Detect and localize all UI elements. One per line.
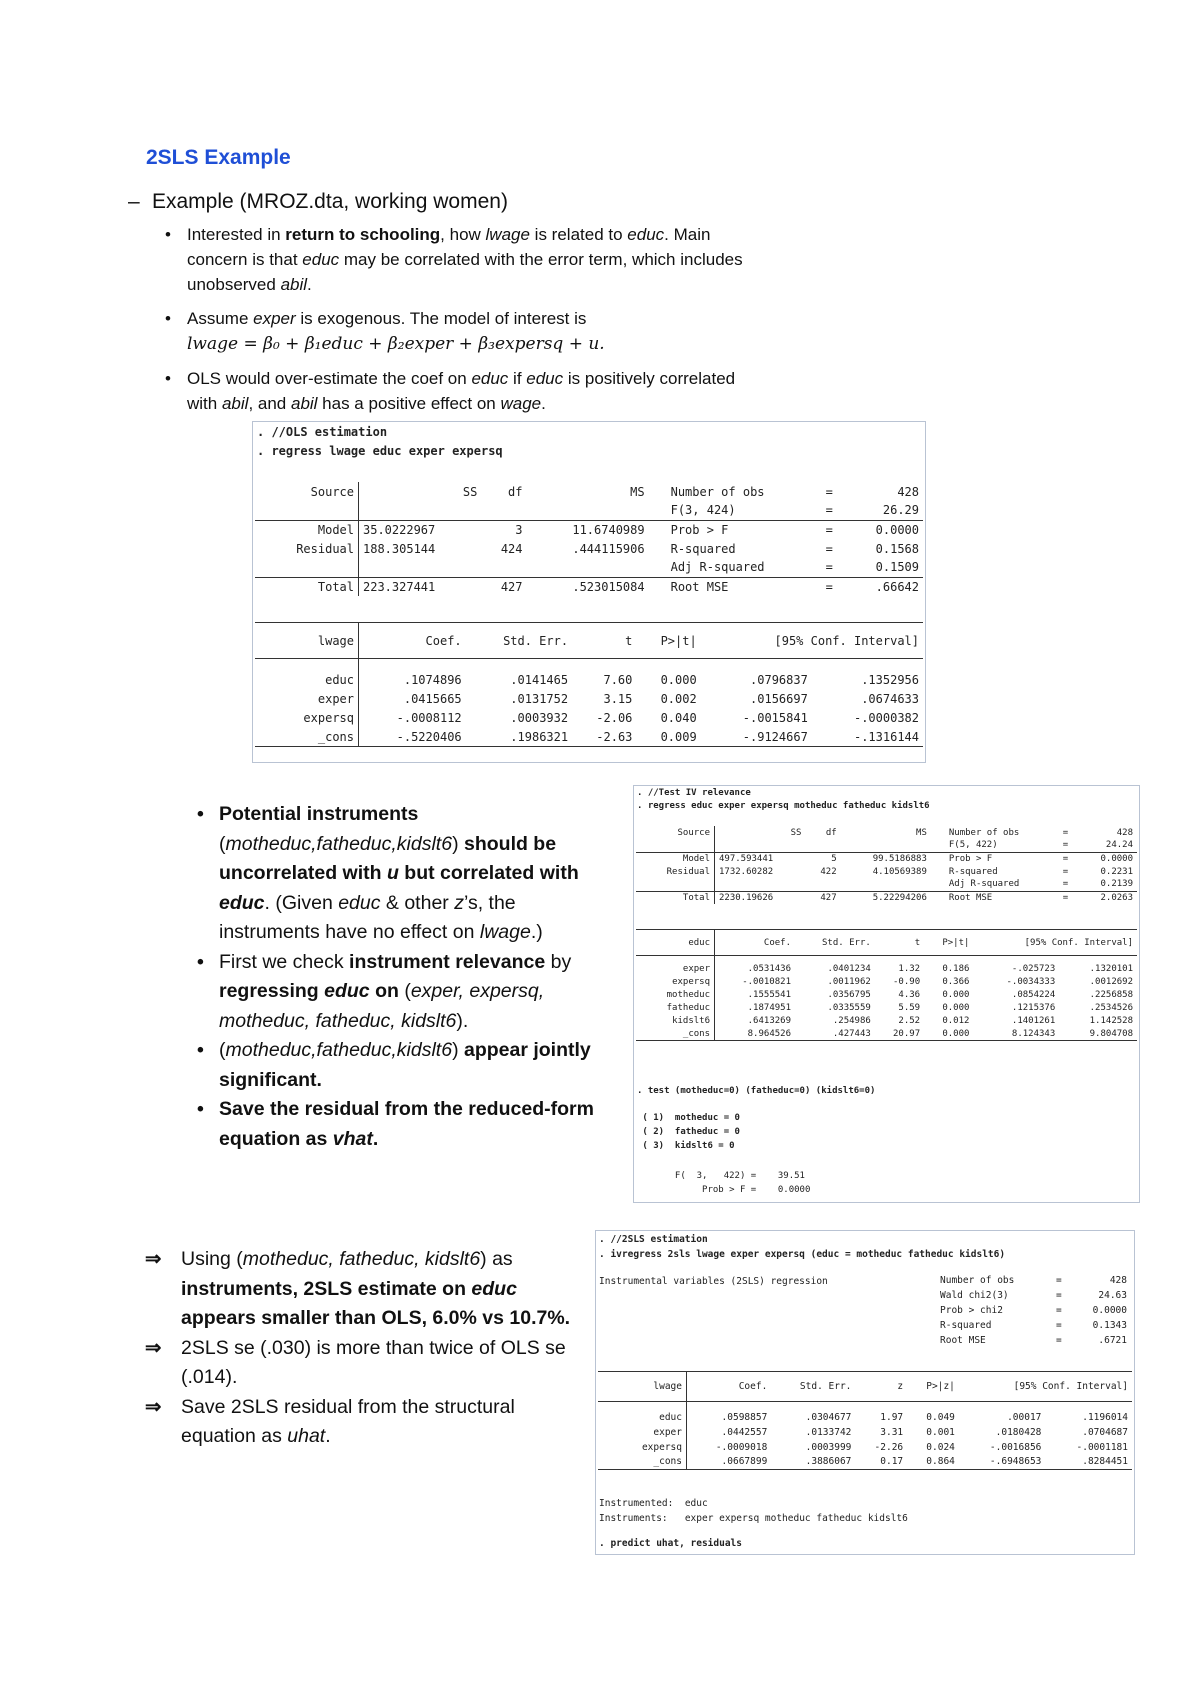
conclusion-list — [145, 1245, 585, 1452]
tsls-cmd-comment: . //2SLS estimation — [599, 1234, 708, 1245]
intro-bullet-1: • Interested in return to schooling, how lwage is related to educ. Main concern is that educ may be correlated with the error term, which includes unobserved abil. — [165, 222, 765, 297]
dash-marker: – — [128, 190, 140, 213]
tsls-heading: Instrumental variables (2SLS) regression — [599, 1276, 828, 1287]
ivr-cmd-comment: . //Test IV relevance — [637, 788, 751, 798]
ols-row-exper: exper .0415665 .0131752 3.15 0.002 .0156697 .0674633 — [255, 690, 923, 709]
tsls-predict-cmd: . predict uhat, residuals — [599, 1538, 742, 1549]
model-equation: lwage = β₀ + β₁educ + β₂exper + β₃expersq + u. — [187, 334, 605, 354]
ivr-row-kidslt6: kidslt6 .6413269 .254986 2.52 0.012 .1401261 1.142528 — [636, 1015, 1137, 1028]
ols-row-expersq: expersq -.0008112 .0003932 -2.06 0.040 -.0015841 -.0000382 — [255, 709, 923, 728]
page-title: 2SLS Example — [146, 146, 291, 169]
ivr-row-cons: _cons 8.964526 .427443 20.97 0.000 8.124343 9.804708 — [636, 1028, 1137, 1041]
tsls-row-exper: exper .0442557 .0133742 3.31 0.001 .0180428 .0704687 — [598, 1425, 1132, 1440]
ols-row-educ: educ .1074896 .0141465 7.60 0.000 .0796837 .1352956 — [255, 671, 923, 690]
ols-output-panel — [252, 421, 926, 763]
conclusion-1: ⇒ Using (motheduc, fatheduc, kidslt6) as instruments, 2SLS estimate on educ appears smaller than OLS, 6.0% vs 10.7%. — [145, 1245, 585, 1334]
ols-cmd-comment: . //OLS estimation — [257, 425, 388, 439]
conclusion-2: ⇒ 2SLS se (.030) is more than twice of OLS se (.014). — [145, 1334, 585, 1393]
tsls-coef-table: lwage Coef. Std. Err. z P>|z| [95% Conf. Interval] educ .0598857 .0304677 1.97 0.049 .00017 .1196014 exper .0442557 .0133742 3.31 0.001 .0180428 .0704687 expersq -.0009018 .0003999 -2.26 0.024 -.0016856 -.0001181 _cons .0667899 .3886067 0.17 0.864 -.6948653 .8284451 — [598, 1371, 1132, 1470]
ivr-test-line-3: ( 3) kidslt6 = 0 — [637, 1141, 735, 1151]
intro-bullet-list — [165, 222, 765, 425]
instr-bullet-2: • First we check instrument relevance by regressing educ on (exper, expersq, motheduc, fatheduc, kidslt6). — [197, 948, 617, 1037]
conclusion-3: ⇒ Save 2SLS residual from the structural equation as uhat. — [145, 1393, 585, 1452]
intro-bullet-2: • Assume exper is exogenous. The model of interest is lwage = β₀ + β₁educ + β₂exper + β₃expersq + u. — [165, 306, 765, 357]
iv-relevance-output-panel — [633, 785, 1140, 1203]
tsls-row-cons: _cons .0667899 .3886067 0.17 0.864 -.6948653 .8284451 — [598, 1455, 1132, 1470]
instr-bullet-3: • (motheduc,fatheduc,kidslt6) appear jointly significant. — [197, 1036, 617, 1095]
ivr-row-expersq: expersq -.0010821 .0011962 -0.90 0.366 -.0034333 .0012692 — [636, 976, 1137, 989]
tsls-row-educ: educ .0598857 .0304677 1.97 0.049 .00017 .1196014 — [598, 1410, 1132, 1425]
tsls-cmd-ivregress: . ivregress 2sls lwage exper expersq (educ = motheduc fatheduc kidslt6) — [599, 1249, 1006, 1260]
ivr-row-motheduc: motheduc .1555541 .0356795 4.36 0.000 .0854224 .2256858 — [636, 989, 1137, 1002]
ols-cmd-regress: . regress lwage educ exper expersq — [257, 444, 503, 458]
ivr-f-stat: F( 3, 422) = 39.51 — [637, 1171, 805, 1181]
ivr-coef-table: educ Coef. Std. Err. t P>|t| [95% Conf. Interval] exper .0531436 .0401234 1.32 0.186 -.025723 .1320101 expersq -.0010821 .0011962 -0.90 0.366 -.0034333 .0012692 motheduc .1555541 .0356795 4.36 0.000 .0854224 .2256858 fatheduc .1874951 .0335559 5.59 0.000 .1215376 .2534526 kidslt6 .6413269 .254986 2.52 0.012 .1401261 1.142528 _cons 8.964526 .427443 20.97 0.000 8.124343 9.804708 — [636, 929, 1137, 1041]
ivr-prob-f: Prob > F = 0.0000 — [637, 1185, 811, 1195]
ivr-row-exper: exper .0531436 .0401234 1.32 0.186 -.025723 .1320101 — [636, 963, 1137, 976]
tsls-row-expersq: expersq -.0009018 .0003999 -2.26 0.024 -.0016856 -.0001181 — [598, 1440, 1132, 1455]
tsls-stats-table: Number of obs = 428 Wald chi2(3) = 24.63 Prob > chi2 = 0.0000 R-squared = 0.1343 Root MSE = .6721 — [940, 1275, 1127, 1346]
tsls-instrumented: Instrumented: educ — [599, 1498, 708, 1509]
ivr-cmd-regress: . regress educ exper expersq motheduc fatheduc kidslt6 — [637, 801, 930, 811]
ivr-test-line-1: ( 1) motheduc = 0 — [637, 1113, 740, 1123]
ols-coef-table: lwage Coef. Std. Err. t P>|t| [95% Conf. Interval] educ .1074896 .0141465 7.60 0.000 .0796837 .1352956 exper .0415665 .0131752 3.15 0.002 .0156697 .0674633 expersq -.0008112 .0003932 -2.06 0.040 -.0015841 -.0000382 _cons -.5220406 .1986321 -2.63 0.009 -.9124667 -.1316144 — [255, 622, 923, 747]
instrument-bullet-list — [197, 800, 617, 1154]
instr-bullet-1: • Potential instruments (motheduc,fatheduc,kidslt6) should be uncorrelated with u but correlated with educ. (Given educ & other z’s, the instruments have no effect on lwage.) — [197, 800, 617, 948]
ols-row-cons: _cons -.5220406 .1986321 -2.63 0.009 -.9124667 -.1316144 — [255, 728, 923, 747]
ivr-test-cmd: . test (motheduc=0) (fatheduc=0) (kidslt6=0) — [637, 1086, 876, 1096]
example-text: Example (MROZ.dta, working women) — [152, 190, 508, 213]
ols-anova-table: Source SS df MS Number of obs = 428 F(3, 424) = 26.29 Model 35.0222967 3 11.6740989 Prob > F = 0.0000 Residual 188.305144 424 .444115906 R-squared = 0.1568 Adj R-squared = 0.1509 Total 223.327441 427 .523015084 Root MSE = .66642 — [255, 482, 923, 596]
ivr-test-line-2: ( 2) fatheduc = 0 — [637, 1127, 740, 1137]
ivr-row-fatheduc: fatheduc .1874951 .0335559 5.59 0.000 .1215376 .2534526 — [636, 1002, 1137, 1015]
tsls-output-panel — [595, 1230, 1135, 1555]
instr-bullet-4: • Save the residual from the reduced-form equation as vhat. — [197, 1095, 617, 1154]
tsls-instruments: Instruments: exper expersq motheduc fatheduc kidslt6 — [599, 1513, 908, 1524]
intro-bullet-3: • OLS would over-estimate the coef on educ if educ is positively correlated with abil, and abil has a positive effect on wage. — [165, 366, 765, 416]
example-heading — [128, 190, 508, 214]
ivr-anova-table: Source SS df MS Number of obs = 428 F(5, 422) = 24.24 Model 497.593441 5 99.5186883 Prob > F = 0.0000 Residual 1732.60282 422 4.10569389 R-squared = 0.2231 Adj R-squared = 0.2139 Total 2230.19626 427 5.22294206 Root MSE = 2.0263 — [636, 826, 1137, 904]
